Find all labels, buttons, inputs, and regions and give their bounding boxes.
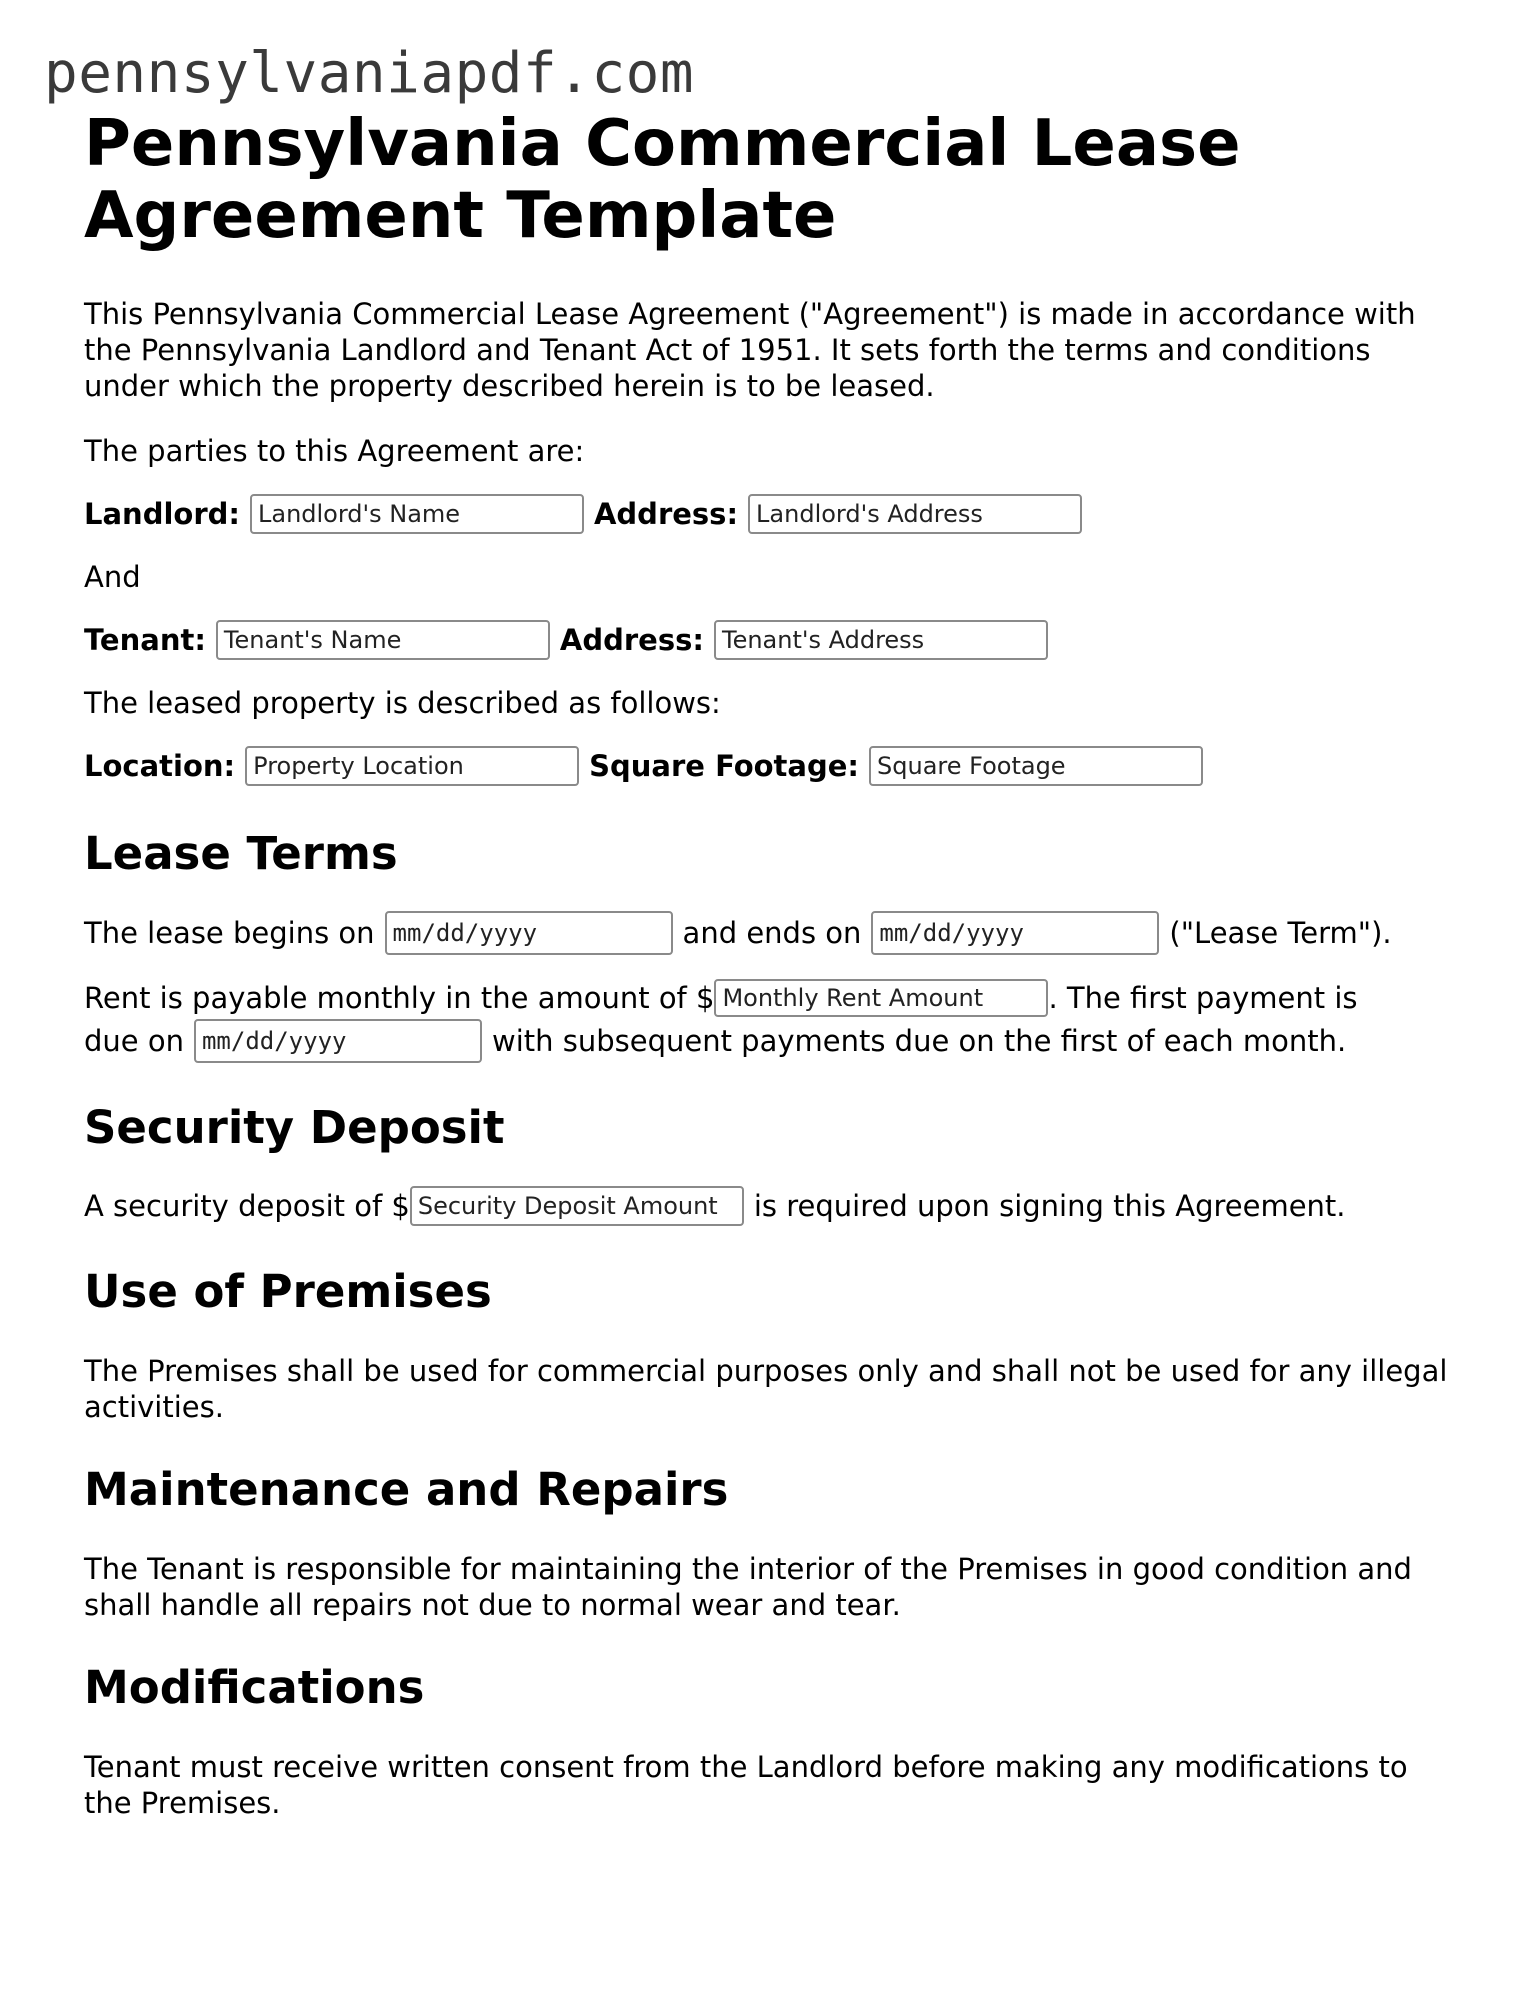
modifications-heading: Modifications <box>84 1661 425 1714</box>
landlord-row <box>84 493 1464 535</box>
location-label: Location: <box>84 749 236 783</box>
landlord-label: Landlord: <box>84 497 240 531</box>
site-watermark: pennsylvaniapdf.com <box>44 41 695 106</box>
lease-start-date-input[interactable]: mm/dd/yyyy <box>385 911 673 955</box>
use-of-premises-heading: Use of Premises <box>84 1265 492 1318</box>
deposit-prefix-text: A security deposit of $ <box>84 1189 410 1223</box>
deposit-suffix-text: is required upon signing this Agreement. <box>753 1189 1346 1223</box>
lease-begins-text: The lease begins on <box>84 916 375 950</box>
property-row <box>84 745 1464 787</box>
property-location-field[interactable]: Property Location <box>245 746 579 786</box>
lease-ends-text: and ends on <box>682 916 862 950</box>
landlord-name-field[interactable]: Landlord's Name <box>250 494 584 534</box>
security-deposit-heading: Security Deposit <box>84 1101 505 1154</box>
maintenance-text: The Tenant is responsible for maintaining the interior of the Premises in good condition and shall handle all repairs not due to normal wear and tear. <box>84 1552 1412 1622</box>
lease-dates-row <box>84 911 1464 955</box>
subsequent-payments-text: with subsequent payments due on the first of each month. <box>491 1024 1347 1058</box>
use-of-premises-text: The Premises shall be used for commercial purposes only and shall not be used for any illegal activities. <box>84 1354 1448 1424</box>
and-text: And <box>84 560 141 594</box>
rent-text: Rent is payable monthly in the amount of $ <box>84 981 715 1015</box>
lease-terms-heading: Lease Terms <box>84 827 398 880</box>
property-intro: The leased property is described as follows: <box>84 686 721 720</box>
tenant-name-field[interactable]: Tenant's Name <box>216 620 550 660</box>
lease-end-date-input[interactable]: mm/dd/yyyy <box>871 911 1159 955</box>
square-footage-field[interactable]: Square Footage <box>869 746 1203 786</box>
tenant-label: Tenant: <box>84 623 206 657</box>
parties-intro: The parties to this Agreement are: <box>84 434 585 468</box>
modifications-text: Tenant must receive written consent from the Landlord before making any modifications to the Premises. <box>84 1750 1408 1820</box>
first-payment-text: . The first payment is <box>1048 981 1358 1015</box>
tenant-address-label: Address: <box>559 623 704 657</box>
tenant-address-field[interactable]: Tenant's Address <box>714 620 1048 660</box>
monthly-rent-field[interactable]: Monthly Rent Amount <box>714 979 1048 1017</box>
landlord-address-label: Address: <box>593 497 739 531</box>
maintenance-heading: Maintenance and Repairs <box>84 1463 729 1516</box>
security-deposit-field[interactable]: Security Deposit Amount <box>410 1186 744 1226</box>
square-footage-label: Square Footage: <box>589 749 860 783</box>
lease-term-suffix: ("Lease Term"). <box>1169 916 1392 950</box>
security-deposit-row <box>84 1185 1464 1227</box>
first-payment-date-input[interactable]: mm/dd/yyyy <box>194 1019 482 1063</box>
rent-row <box>84 977 1464 1019</box>
due-on-text: due on <box>84 1024 184 1058</box>
tenant-row <box>84 619 1464 661</box>
document-body <box>84 108 1464 1821</box>
intro-paragraph: This Pennsylvania Commercial Lease Agreement ("Agreement") is made in accordance with the Pennsylvania Landlord and Tenant Act of 1951. It sets forth the terms and conditions under which the property described herein is to be leased. <box>84 297 1416 403</box>
landlord-address-field[interactable]: Landlord's Address <box>748 494 1082 534</box>
due-row <box>84 1019 1464 1063</box>
page-title: Pennsylvania Commercial Lease Agreement Template <box>84 107 1241 253</box>
